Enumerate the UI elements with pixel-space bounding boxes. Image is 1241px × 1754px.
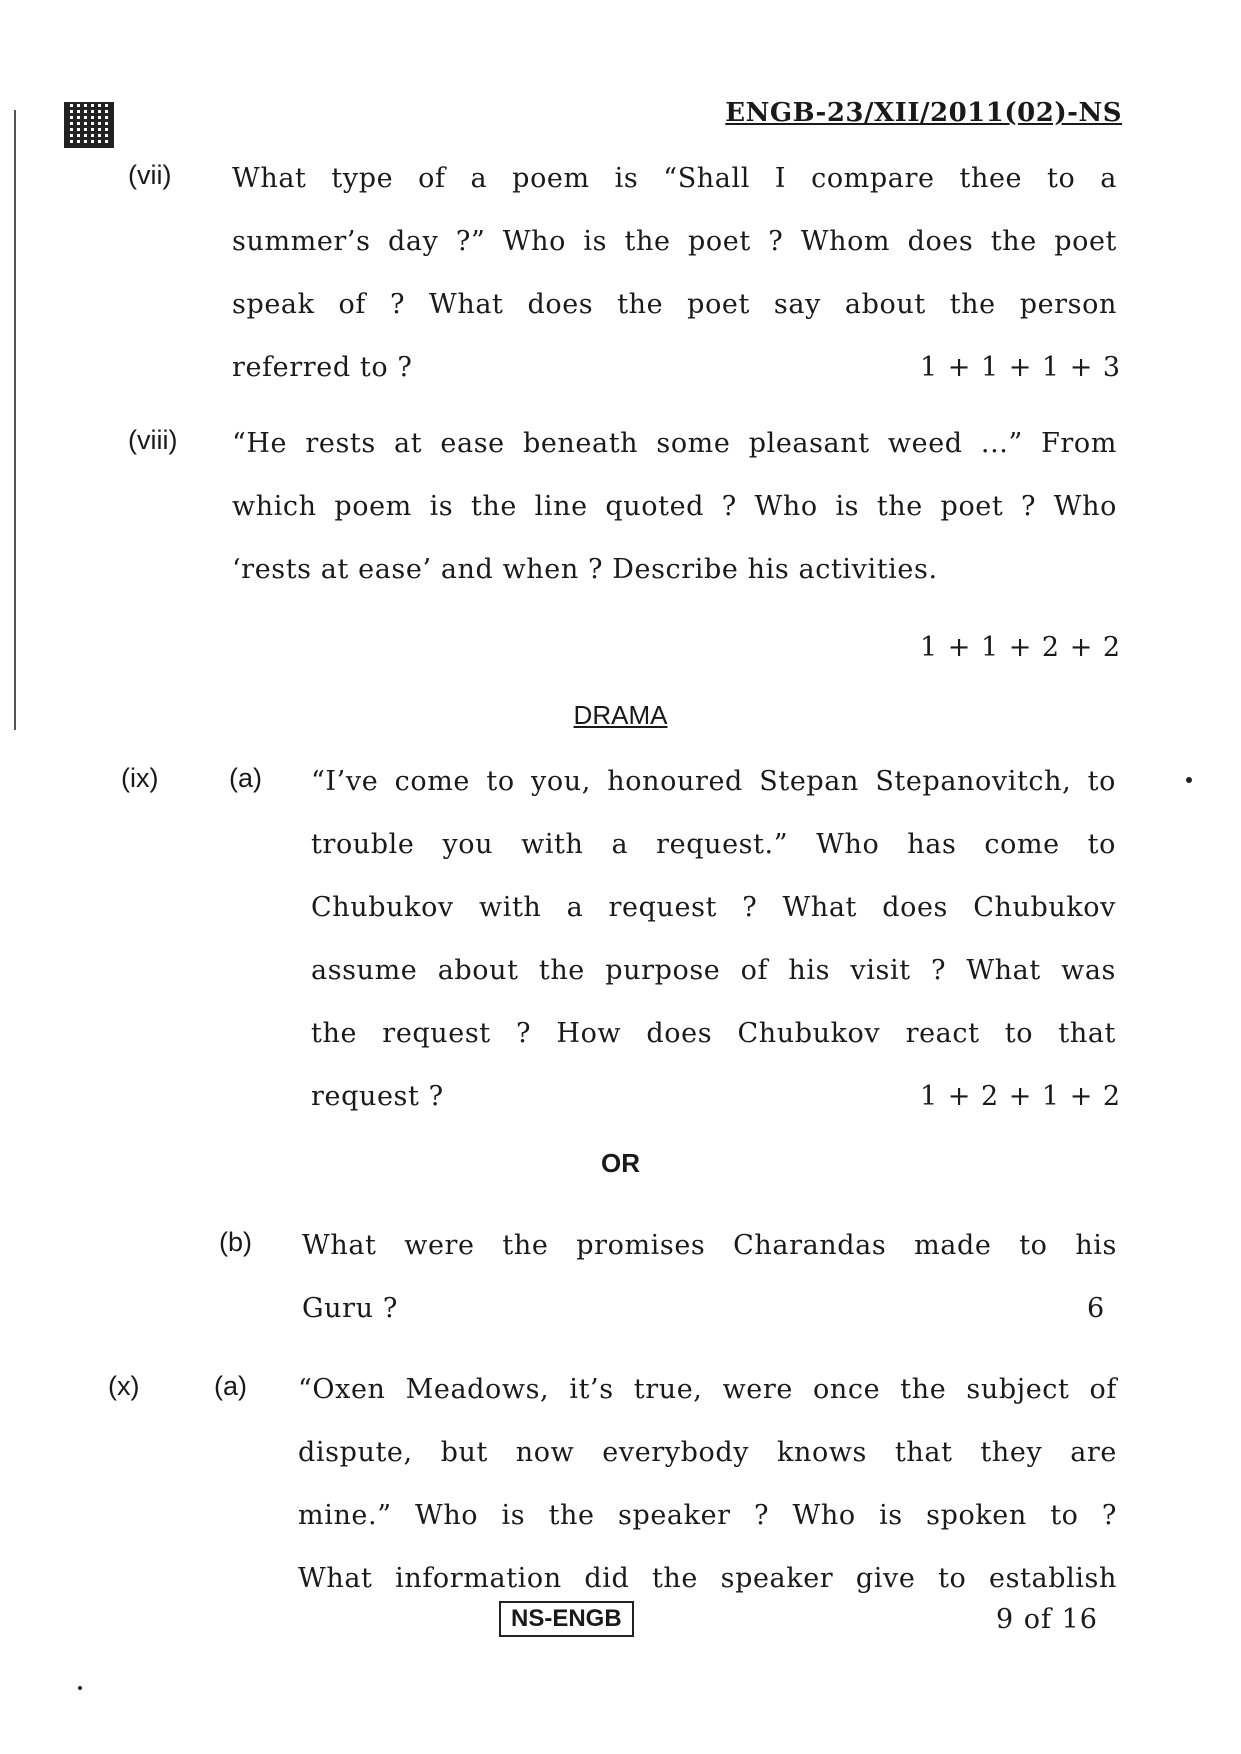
question-ix-b-line-2: Guru ? <box>302 1293 398 1324</box>
scan-speck <box>78 1686 82 1690</box>
question-vii-line-3: speak of ? What does the poet say about the person <box>232 289 1117 320</box>
question-ix-b-marks: 6 <box>1087 1293 1106 1324</box>
or-divider <box>0 1148 1241 1179</box>
question-viii-marks: 1 + 1 + 2 + 2 <box>920 632 1122 663</box>
question-viii-line-2: which poem is the line quoted ? Who is the poet ? Who <box>232 491 1117 522</box>
question-vii-marks: 1 + 1 + 1 + 3 <box>920 352 1122 383</box>
page-number: 9 of 16 <box>996 1604 1098 1635</box>
question-x-a-line-2: dispute, but now everybody knows that they are <box>298 1437 1117 1468</box>
question-ix-a-line-4: assume about the purpose of his visit ? What was <box>311 955 1116 986</box>
question-ix-a-line-6: request ? <box>311 1081 444 1112</box>
question-number-x: (x) <box>108 1371 140 1401</box>
question-x-a-line-1: “Oxen Meadows, it’s true, were once the subject of <box>298 1374 1117 1405</box>
question-ix-b-line-1: What were the promises Charandas made to his <box>302 1230 1117 1261</box>
question-ix-a-line-5: the request ? How does Chubukov react to that <box>311 1018 1116 1049</box>
question-viii-line-3: ‘rests at ease’ and when ? Describe his activities. <box>232 554 938 585</box>
question-ix-a-line-3: Chubukov with a request ? What does Chubukov <box>311 892 1116 923</box>
footer-code-box: NS-ENGB <box>499 1601 634 1637</box>
question-number-ix: (ix) <box>121 763 159 793</box>
question-x-a-line-3: mine.” Who is the speaker ? Who is spoken to ? <box>298 1500 1117 1531</box>
question-x-a-line-4: What information did the speaker give to establish <box>298 1563 1117 1594</box>
qr-code-icon <box>64 102 114 148</box>
question-ix-b-label: (b) <box>219 1227 252 1257</box>
question-viii-line-1: “He rests at ease beneath some pleasant weed ...” From <box>232 428 1117 459</box>
question-number-vii: (vii) <box>128 160 172 190</box>
question-vii-line-2: summer’s day ?” Who is the poet ? Whom does the poet <box>232 226 1117 257</box>
question-ix-a-label: (a) <box>229 763 262 793</box>
scan-speck <box>1186 777 1192 783</box>
question-vii-line-4: referred to ? <box>232 352 413 383</box>
question-number-viii: (viii) <box>128 425 178 455</box>
section-heading-text: DRAMA <box>573 700 668 730</box>
or-text: OR <box>601 1148 640 1178</box>
question-ix-a-marks: 1 + 2 + 1 + 2 <box>920 1081 1122 1112</box>
question-x-a-label: (a) <box>214 1371 247 1401</box>
question-ix-a-line-1: “I’ve come to you, honoured Stepan Stepanovitch, to <box>311 766 1116 797</box>
paper-code: ENGB-23/XII/2011(02)-NS <box>725 98 1122 128</box>
scan-edge-line <box>14 110 16 730</box>
question-vii-line-1: What type of a poem is “Shall I compare thee to a <box>232 163 1117 194</box>
section-heading <box>0 700 1241 731</box>
question-ix-a-line-2: trouble you with a request.” Who has come to <box>311 829 1116 860</box>
